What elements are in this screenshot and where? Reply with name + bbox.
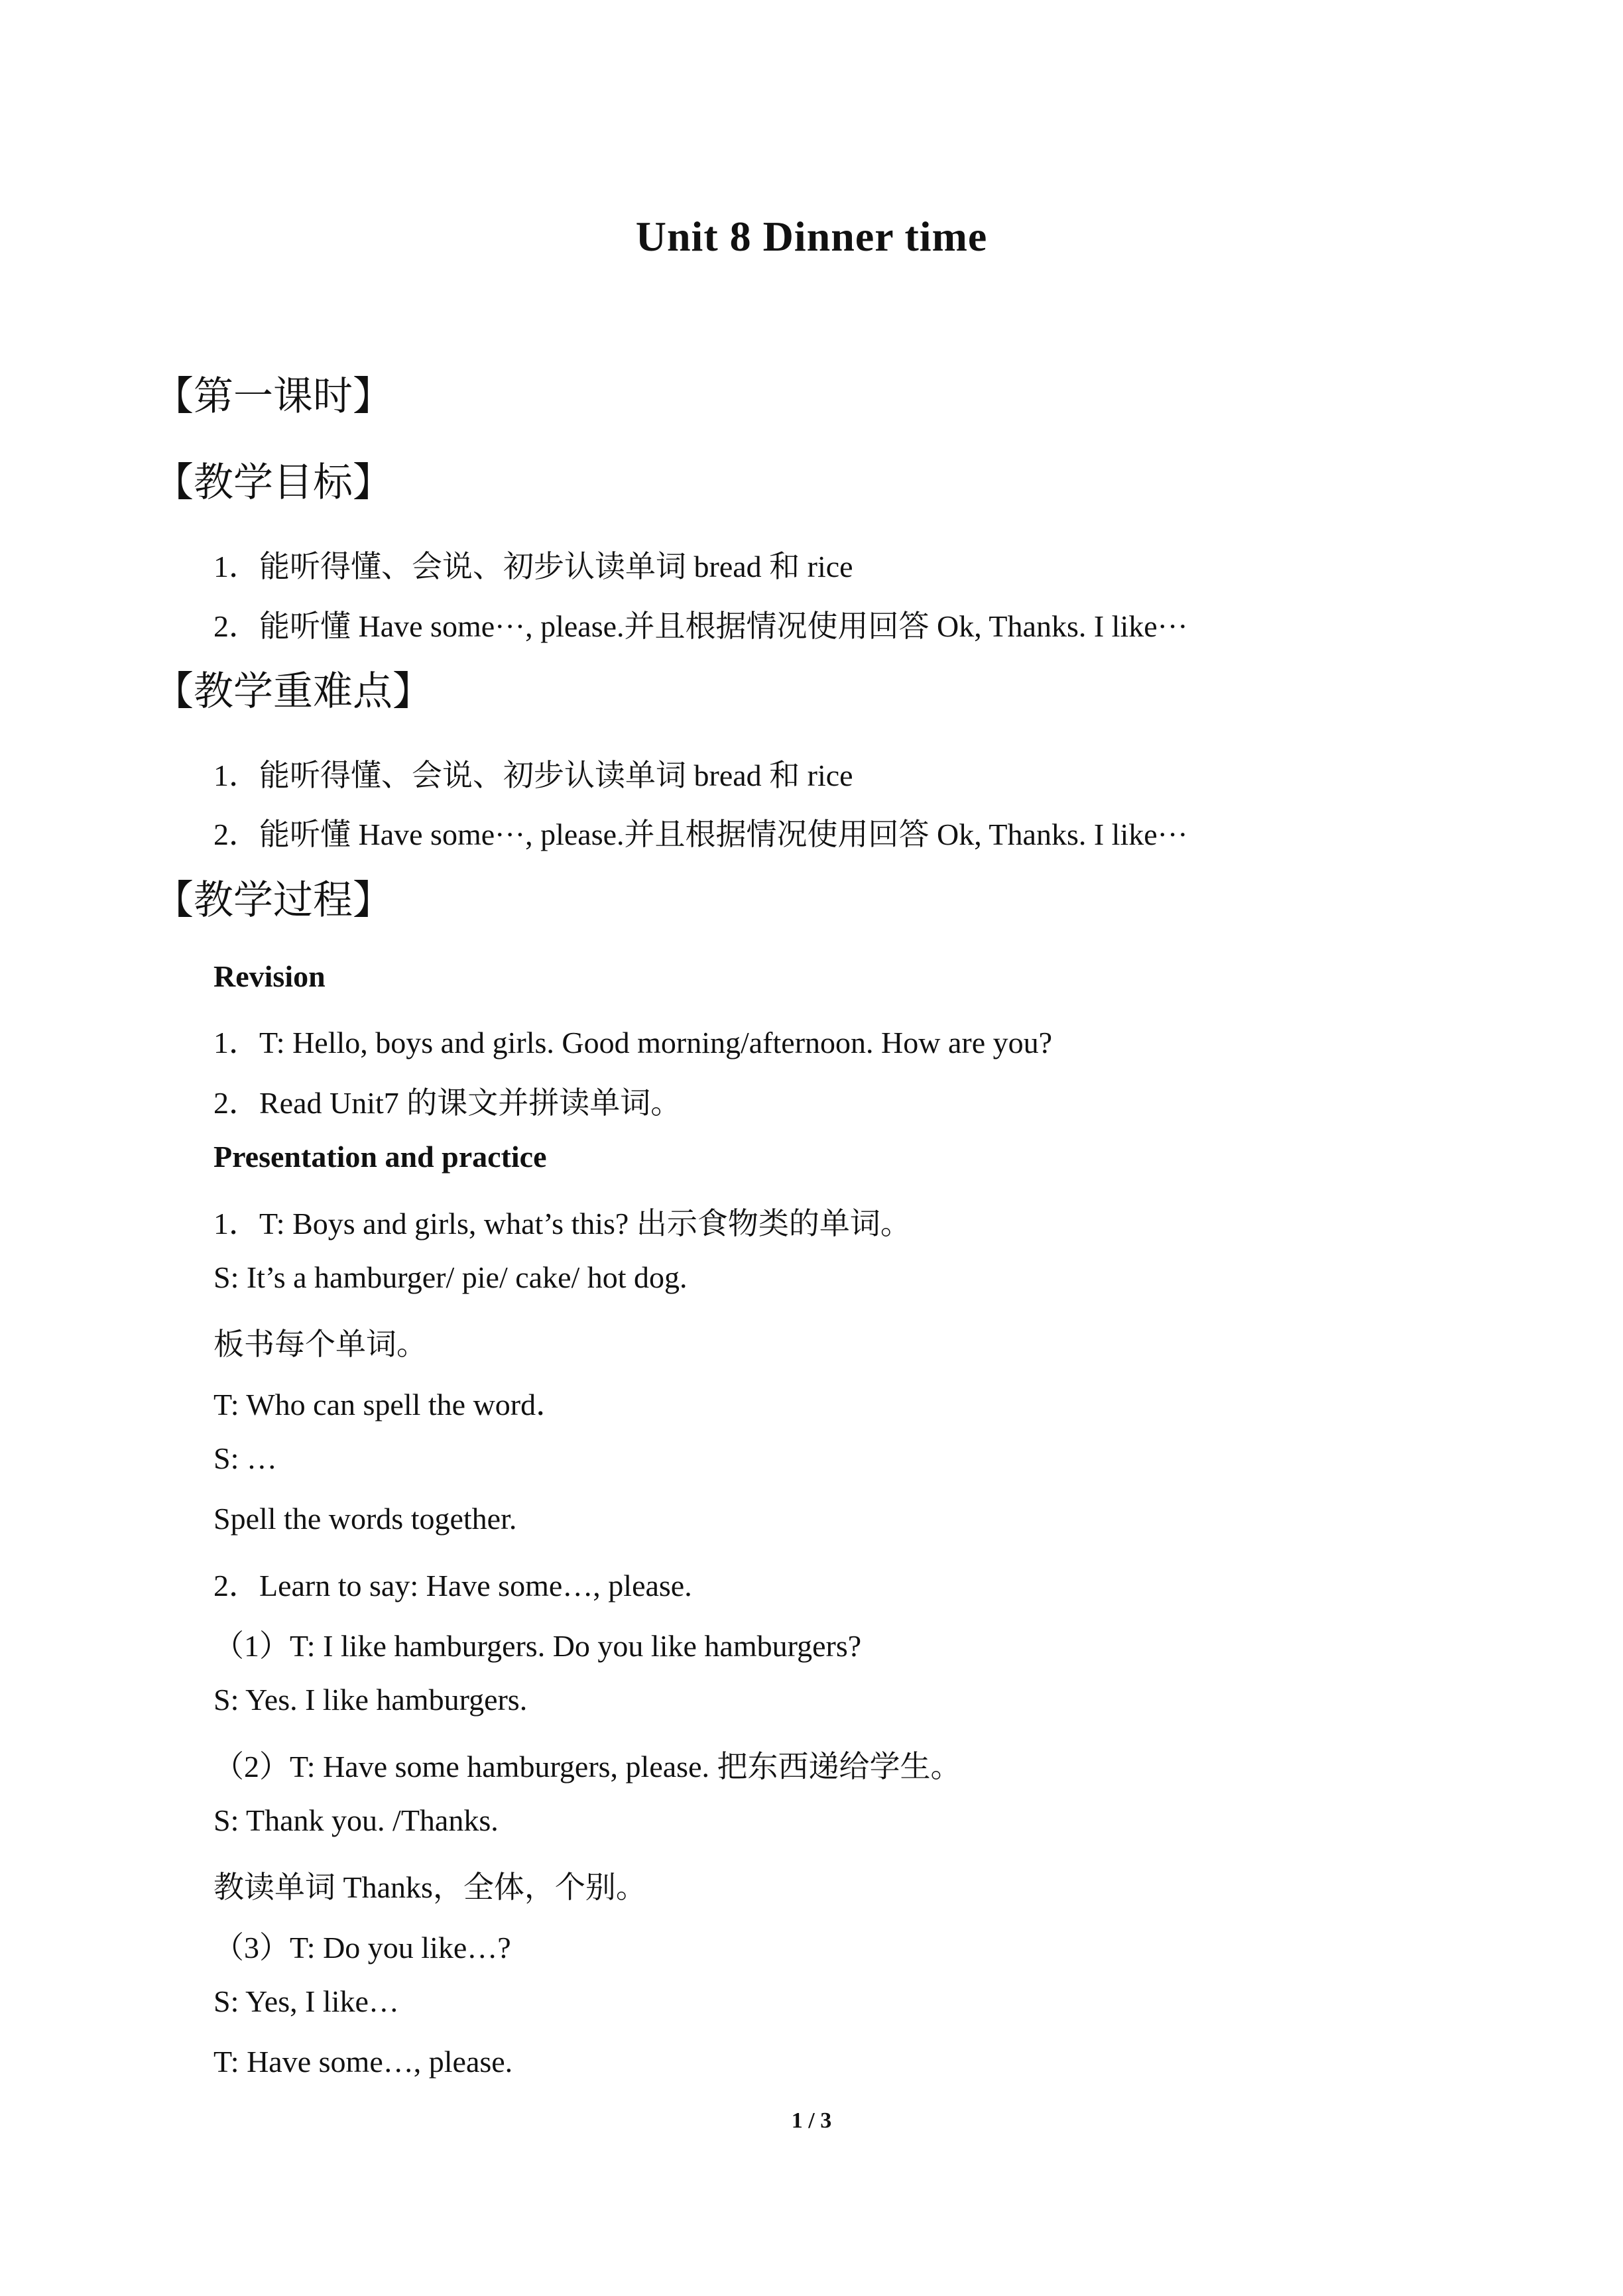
page-number: 1 / 3 [791, 2108, 832, 2133]
presentation-line: （3）T: Do you like…? [213, 1931, 511, 1964]
keypoint-item: 1．能听得懂、会说、初步认读单词 bread 和 rice [213, 758, 853, 792]
presentation-line: S: Yes, I like… [213, 1984, 399, 2018]
presentation-line: T: Who can spell the word． [213, 1388, 567, 1421]
revision-line: 1．T: Hello, boys and girls. Good morning/afternoon. How are you? [213, 1026, 1053, 1059]
presentation-line: S: … [213, 1441, 277, 1475]
revision-line: 2．Read Unit7 的课文并拼读单词。 [213, 1086, 682, 1120]
process-heading: 【教学过程】 [154, 877, 392, 924]
page-title: Unit 8 Dinner time [635, 213, 988, 260]
presentation-line: 教读单词 Thanks，全体，个别。 [213, 1870, 646, 1904]
presentation-line: Spell the words together. [213, 1502, 517, 1536]
presentation-line: 板书每个单词。 [213, 1327, 427, 1361]
presentation-line: T: Have some…, please. [213, 2045, 513, 2079]
objective-item: 2．能听懂 Have some···, please.并且根据情况使用回答 Ok, Thanks. I like··· [213, 609, 1188, 643]
presentation-line: S: It’s a hamburger/ pie/ cake/ hot dog. [213, 1260, 688, 1294]
revision-title: Revision [213, 959, 326, 993]
section-period-heading: 【第一课时】 [154, 373, 392, 420]
presentation-line: S: Thank you. /Thanks. [213, 1803, 499, 1837]
keypoints-heading: 【教学重难点】 [154, 668, 432, 715]
presentation-line: （1）T: I like hamburgers. Do you like hamburgers? [213, 1629, 862, 1663]
presentation-title: Presentation and practice [213, 1140, 547, 1174]
presentation-line: （2）T: Have some hamburgers, please. 把东西递给学生。 [213, 1750, 961, 1783]
presentation-line: 1．T: Boys and girls, what’s this? 出示食物类的单词。 [213, 1207, 911, 1240]
objectives-heading: 【教学目标】 [154, 459, 392, 506]
presentation-line: 2．Learn to say: Have some…, please. [213, 1569, 692, 1602]
objective-item: 1．能听得懂、会说、初步认读单词 bread 和 rice [213, 550, 853, 583]
presentation-line: S: Yes. I like hamburgers. [213, 1683, 528, 1717]
keypoint-item: 2．能听懂 Have some···, please.并且根据情况使用回答 Ok, Thanks. I like··· [213, 817, 1188, 851]
